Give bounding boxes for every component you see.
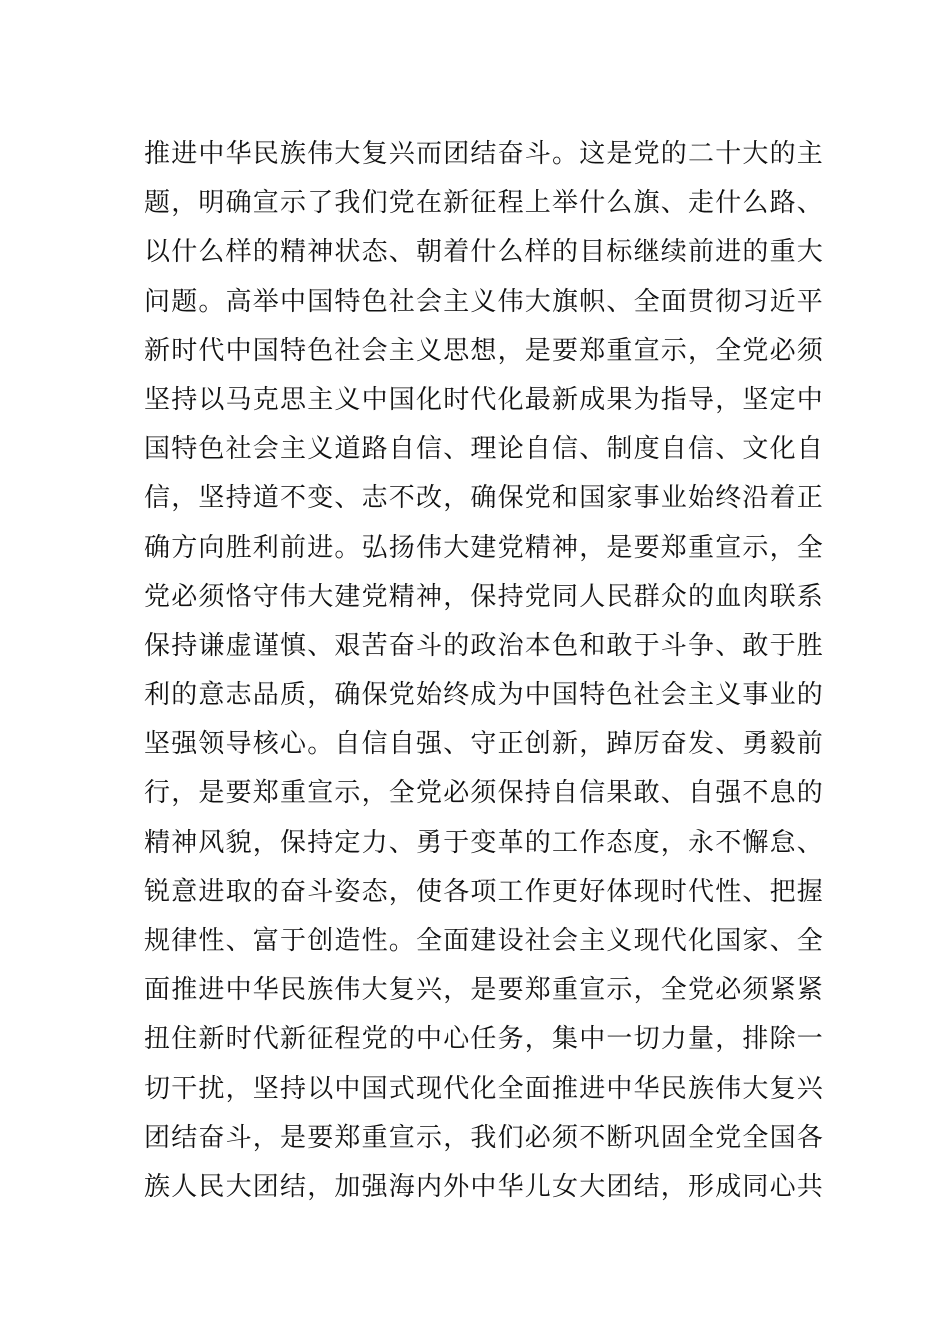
text-line-19: 扭住新时代新征程党的中心任务，集中一切力量，排除一: [144, 1024, 825, 1055]
text-line-6: 坚持以马克思主义中国化时代化最新成果为指导，坚定中: [144, 384, 825, 415]
text-line-15: 精神风貌，保持定力、勇于变革的工作态度，永不懈怠、: [144, 827, 825, 858]
text-line-7: 国特色社会主义道路自信、理论自信、制度自信、文化自: [144, 434, 825, 465]
text-line-20: 切干扰，坚持以中国式现代化全面推进中华民族伟大复兴: [144, 1073, 825, 1104]
text-line-22: 族人民大团结，加强海内外中华儿女大团结，形成同心共: [144, 1171, 825, 1202]
text-line-18: 面推进中华民族伟大复兴，是要郑重宣示，全党必须紧紧: [144, 975, 825, 1006]
text-line-10: 党必须恪守伟大建党精神，保持党同人民群众的血肉联系: [144, 581, 825, 612]
text-line-13: 坚强领导核心。自信自强、守正创新，踔厉奋发、勇毅前: [144, 729, 825, 760]
text-line-14: 行，是要郑重宣示，全党必须保持自信果敢、自强不息的: [144, 778, 825, 809]
text-line-8: 信，坚持道不变、志不改，确保党和国家事业始终沿着正: [144, 483, 825, 514]
text-line-21: 团结奋斗，是要郑重宣示，我们必须不断巩固全党全国各: [144, 1122, 825, 1153]
text-line-9: 确方向胜利前进。弘扬伟大建党精神，是要郑重宣示，全: [144, 532, 825, 563]
text-line-3: 以什么样的精神状态、朝着什么样的目标继续前进的重大: [144, 237, 825, 268]
text-line-5: 新时代中国特色社会主义思想，是要郑重宣示，全党必须: [144, 335, 825, 366]
text-line-12: 利的意志品质，确保党始终成为中国特色社会主义事业的: [144, 680, 825, 711]
body-text: [144, 130, 825, 1212]
text-line-4: 问题。高举中国特色社会主义伟大旗帜、全面贯彻习近平: [144, 286, 825, 317]
text-line-16: 锐意进取的奋斗姿态，使各项工作更好体现时代性、把握: [144, 876, 825, 907]
text-line-17: 规律性、富于创造性。全面建设社会主义现代化国家、全: [144, 926, 825, 956]
text-line-2: 题，明确宣示了我们党在新征程上举什么旗、走什么路、: [144, 188, 825, 219]
text-line-11: 保持谦虚谨慎、艰苦奋斗的政治本色和敢于斗争、敢于胜: [144, 630, 825, 661]
text-line-1: 推进中华民族伟大复兴而团结奋斗。这是党的二十大的主: [144, 139, 825, 169]
